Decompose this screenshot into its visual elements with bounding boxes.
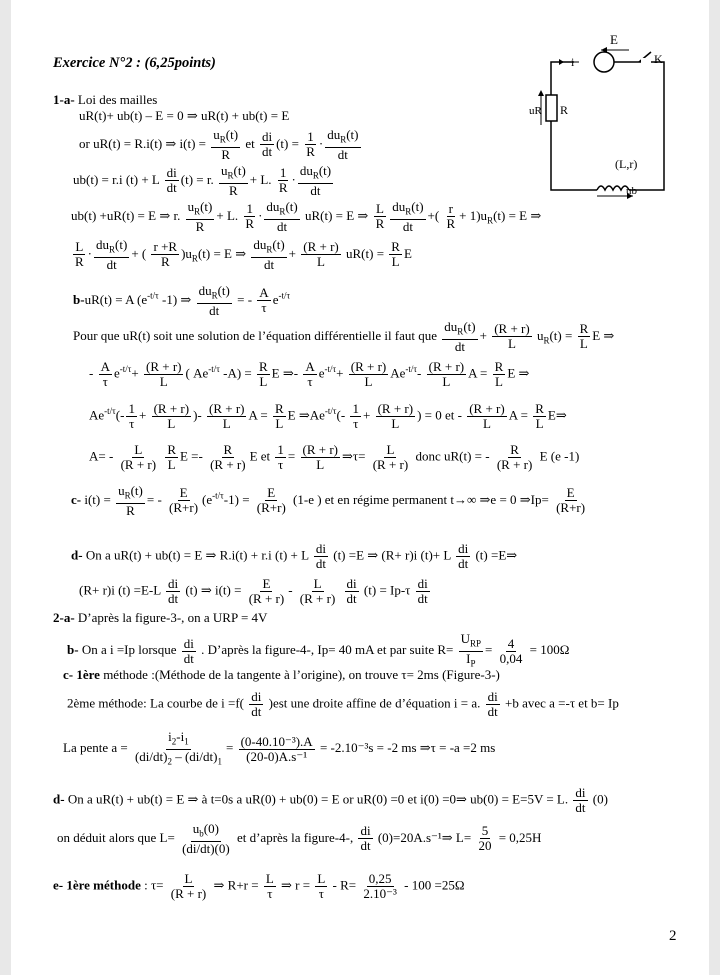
exercise-title: Exercice N°2 : (6,25points) [53, 55, 216, 71]
circuit-label-Lr: (L,r) [615, 157, 638, 171]
q2c-line2: 2ème méthode: La courbe de i =f( $\frac{di}{dt}$ )est une droite affine de d’équation i = a. $\frac{di}{dt}$ +b avec a =-τ et b= Ip [67, 689, 619, 719]
q2e-line: e- 1ère méthode : τ= $\frac{L}{(R + r)}$ ⇒ R+r = $\frac{L}{\tau}$ ⇒ r = $\frac{L}{\tau}$ - R= $\frac{0,25}{\text{2.10⁻³}}$ - 100 =25Ω [53, 871, 465, 901]
q1a-heading-text: Loi des mailles [77, 92, 158, 107]
q2c-line3: La pente a = $\frac{i_2-i_1}{(di/dt)_2 - (di/dt)_1}$ = $\frac{\text{(0-40.10⁻³).A}}{\text{(20-0)A.s⁻¹}}$ = -2.10⁻³s = -2 ms ⇒τ = -a =2 ms [63, 729, 496, 767]
page-number: 2 [669, 928, 677, 944]
q1a-line1: uR(t)+ ub(t) – E = 0 ⇒ uR(t) + ub(t) = E [79, 108, 290, 123]
q1a-line4: ub(t) +uR(t) = E ⇒ r. $\frac{u_R(t)}{R}$ + L. $\frac{1}{R}$ · $\frac{du_R(t)}{dt}$ uR(t) = E ⇒ $\frac{L}{R}$ $\frac{du_R(t)}{dt}$ +( $\frac{r}{R}$ + $1)u_R(t) = E$ ⇒ [71, 199, 542, 234]
q1d-line1: d- On a uR(t) + ub(t) = E ⇒ R.i(t) + r.i (t) + L $\frac{di}{dt}$ (t) =E ⇒ (R+ r)i (t)+ L $\frac{di}{dt}$ (t) =E⇒ [71, 541, 518, 571]
q1a-line3: ub(t) = r.i (t) + L $\frac{di}{dt}$ (t) = r. $\frac{u_R(t)}{R}$ + L. $\frac{1}{R}$ · $\frac{du_R(t)}{dt}$ [73, 163, 332, 198]
circuit-diagram [529, 30, 669, 205]
q1c-line: c- i(t) = $\frac{u_R(t)}{R}$ = - $\frac{E}{(R+r)}$ $(e^{-t/\tau}-1)$ = $\frac{E}{(R+r)}$ (1-e ) et en régime permanent t→∞ ⇒e = 0 ⇒Ip= $\frac{E}{(R+r)}$ [71, 483, 586, 518]
q1b-line4: $Ae^{-t/\tau}(-$ $\frac{1}{\tau}$ + $\frac{(R + r)}{L}$ )- $\frac{(R + r)}{L}$ A = $\frac{R}{L}$ E $\Rightarrow Ae^{-t/\tau}(-$ $\frac{1}{\tau}$ + $\frac{(R + r)}{L}$ ) = 0 et - $\frac{(R + r)}{L}$ A = $\frac{R}{L}$ E⇒ [89, 401, 567, 431]
q1b-condition: Pour que uR(t) soit une solution de l’équation différentielle il faut que $\frac{du_R(t)}{dt}$ + $\frac{(R + r)}{L}$ $u_R(t)$ = $\frac{R}{L}$ E ⇒ [73, 319, 615, 354]
q1d-line2: (R+ r)i (t) =E-L $\frac{di}{dt}$ (t) ⇒ i(t) = $\frac{E}{(R + r)}$ - $\frac{L}{(R + r)}$ $\frac{di}{dt}$ (t) = Ip-τ $\frac{di}{dt}$ [79, 576, 428, 606]
q1a-line2: or uR(t) = R.i(t) ⇒ i(t) = $\frac{u_R(t)}{R}$ et $\frac{di}{dt}$ (t) = $\frac{1}{R}$ · $\frac{du_R(t)}{dt}$ [79, 127, 359, 162]
q2d-line2: on déduit alors que L= $\frac{u_b(0)}{(di/dt)(0)}$ et d’après la figure-4-, $\frac{di}{dt}$ (0)=20A.s⁻¹⇒ L= $\frac{5}{20}$ = 0,25H [57, 821, 542, 856]
circuit-label-uR: uR [529, 105, 542, 117]
circuit-label-ub: ub [626, 185, 637, 197]
q1a-line5: $\frac{L}{R}$ · $\frac{du_R(t)}{dt}$ + ( $\frac{r +R}{R}$ )$u_R(t) = E$ ⇒ $\frac{du_R(t)}{dt}$ + $\frac{(R + r)}{L}$ uR(t) = $\frac{R}{L}$ E [75, 237, 412, 272]
q2b-line: b- On a i =Ip lorsque $\frac{di}{dt}$ . D’après la figure-4-, Ip= 40 mA et par suite R= $\frac{U_{RP}}{I_P}$ = $\frac{4}{0,04}$ = 100Ω [67, 631, 570, 669]
q1b-line5: A= - $\frac{L}{(R + r)}$ $\frac{R}{L}$ E =- $\frac{R}{(R + r)}$ E et $\frac{1}{\tau}$ = $\frac{(R + r)}{L}$ ⇒τ= $\frac{L}{(R + r)}$ donc uR(t) = - $\frac{R}{(R + r)}$ E (e -1) [89, 442, 580, 472]
circuit-label-i: i [571, 55, 575, 69]
q2d-line1: d- On a uR(t) + ub(t) = E ⇒ à t=0s a uR(0) + ub(0) = E or uR(0) =0 et i(0) =0⇒ ub(0) = E=5V = L. $\frac{di}{dt}$ (0) [53, 785, 608, 815]
q1b-line3: - $\frac{A}{\tau}$ $e^{-t/\tau}+$ $\frac{(R + r)}{L}$ ( $Ae^{-t/\tau}$ -A) = $\frac{R}{L}$ E ⇒- $\frac{A}{\tau}$ $e^{-t/\tau}+$ $\frac{(R + r)}{L}$ $Ae^{-t/\tau}-$ $\frac{(R + r)}{L}$ A = $\frac{R}{L}$ E ⇒ [89, 359, 530, 389]
q1b-line1: b-uR(t) = A ($e^{-t/\tau}$ -1) ⇒ $\frac{du_R(t)}{dt}$ = - $\frac{A}{\tau}$ $e^{-t/\tau}$ [73, 283, 291, 318]
q1a-heading-line [53, 92, 157, 107]
circuit-label-R: R [560, 103, 569, 117]
q2a-line: 2-a- D’après la figure-3-, on a URP = 4V [53, 610, 268, 625]
q2c-line1: c- 1ère méthode :(Méthode de la tangente à l’origine), on trouve τ= 2ms (Figure-3-) [63, 667, 500, 682]
page [11, 0, 709, 975]
circuit-label-E: E [610, 32, 618, 47]
q1a-heading: 1-a- [53, 92, 75, 107]
circuit-label-K: K [654, 52, 663, 66]
